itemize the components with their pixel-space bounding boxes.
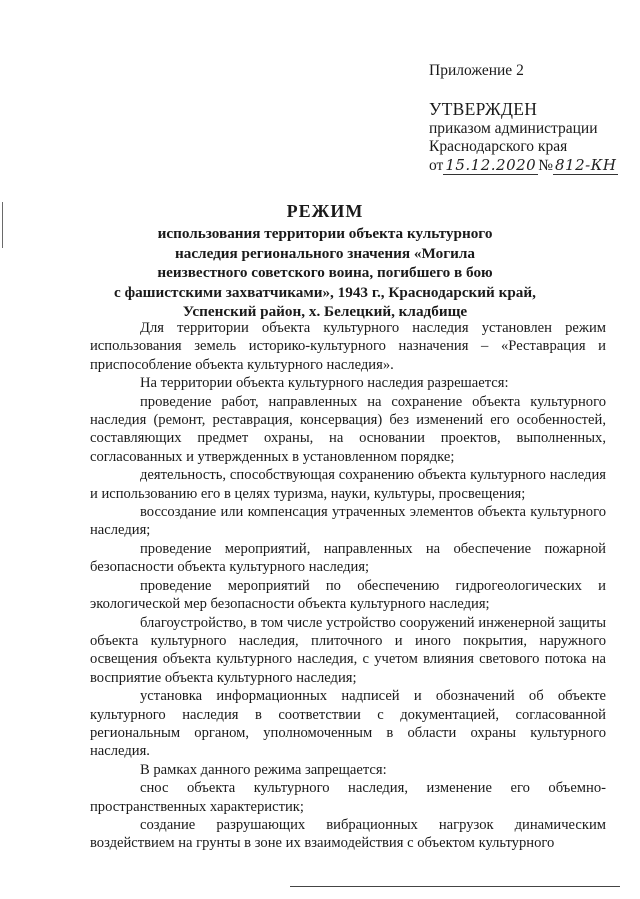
approval-block [429,98,618,175]
paragraph: создание разрушающих вибрационных нагрузок динамическим воздействием на грунты в зоне их взаимодействия с объектом культурного [90,816,606,852]
document-body [90,319,606,853]
paragraph: В рамках данного режима запрещается: [140,761,387,778]
paragraph: На территории объекта культурного наследия разрешается: [140,375,509,392]
paragraph: воссоздание или компенсация утраченных элементов объекта культурного наследия; [90,504,606,539]
approval-date-number-line [429,156,618,175]
from-label: от [429,157,444,174]
handwritten-date: 15.12.2020 [445,156,537,174]
subtitle-line: использования территории объекта культурного [157,225,493,242]
approved-heading: УТВЕРЖДЕН [429,99,538,119]
subtitle-line: Успенский район, х. Белецкий, кладбище [182,303,468,320]
approval-line-1: приказом администрации [429,120,598,137]
number-sign: № [538,157,554,174]
footer-rule [290,886,620,887]
subtitle-line: неизвестного советского воина, погибшего в бою [157,264,493,281]
document-title: РЕЖИМ [286,201,364,221]
document-subtitle [90,224,560,322]
approval-line-2: Краснодарского края [429,138,568,155]
paragraph: Для территории объекта культурного наследия установлен режим использования земель историко-культурного назначения – «Реставрация и приспособление объекта культурного наследия». [90,320,606,373]
document-title-block [90,200,560,322]
paragraph: снос объекта культурного наследия, изменение его объемно-пространственных характеристик; [90,780,606,815]
scan-edge-mark [2,202,3,248]
handwritten-number: 812-КН [555,156,617,174]
paragraph: проведение работ, направленных на сохранение объекта культурного наследия (ремонт, реставрация, консервация) без изменений его особенностей, составляющих предмет охраны, на основании проектов, выполненных, согласованных и утвержденных в установленном порядке; [90,393,606,465]
paragraph: деятельность, способствующая сохранению объекта культурного наследия и использованию его в целях туризма, науки, культуры, просвещения; [90,467,606,502]
paragraph: проведение мероприятий по обеспечению гидрогеологических и экологической мер безопасности объекта культурного наследия; [90,577,606,613]
appendix-label: Приложение 2 [429,62,524,79]
subtitle-line: с фашистскими захватчиками», 1943 г., Краснодарский край, [114,283,536,301]
paragraph: благоустройство, в том числе устройство сооружений инженерной защиты объекта культурного наследия, плиточного и иного покрытия, наружного освещения объекта культурного наследия, с учетом влияния светового потока на восприятие объекта культурного наследия; [90,614,606,686]
paragraph: проведение мероприятий, направленных на обеспечение пожарной безопасности объекта культурного наследия; [90,540,606,576]
paragraph: установка информационных надписей и обозначений об объекте культурного наследия в соответствии с документацией, согласованной региональным органом, уполномоченным в области охраны культурного наследия. [90,688,606,760]
subtitle-line: наследия регионального значения «Могила [174,244,476,262]
